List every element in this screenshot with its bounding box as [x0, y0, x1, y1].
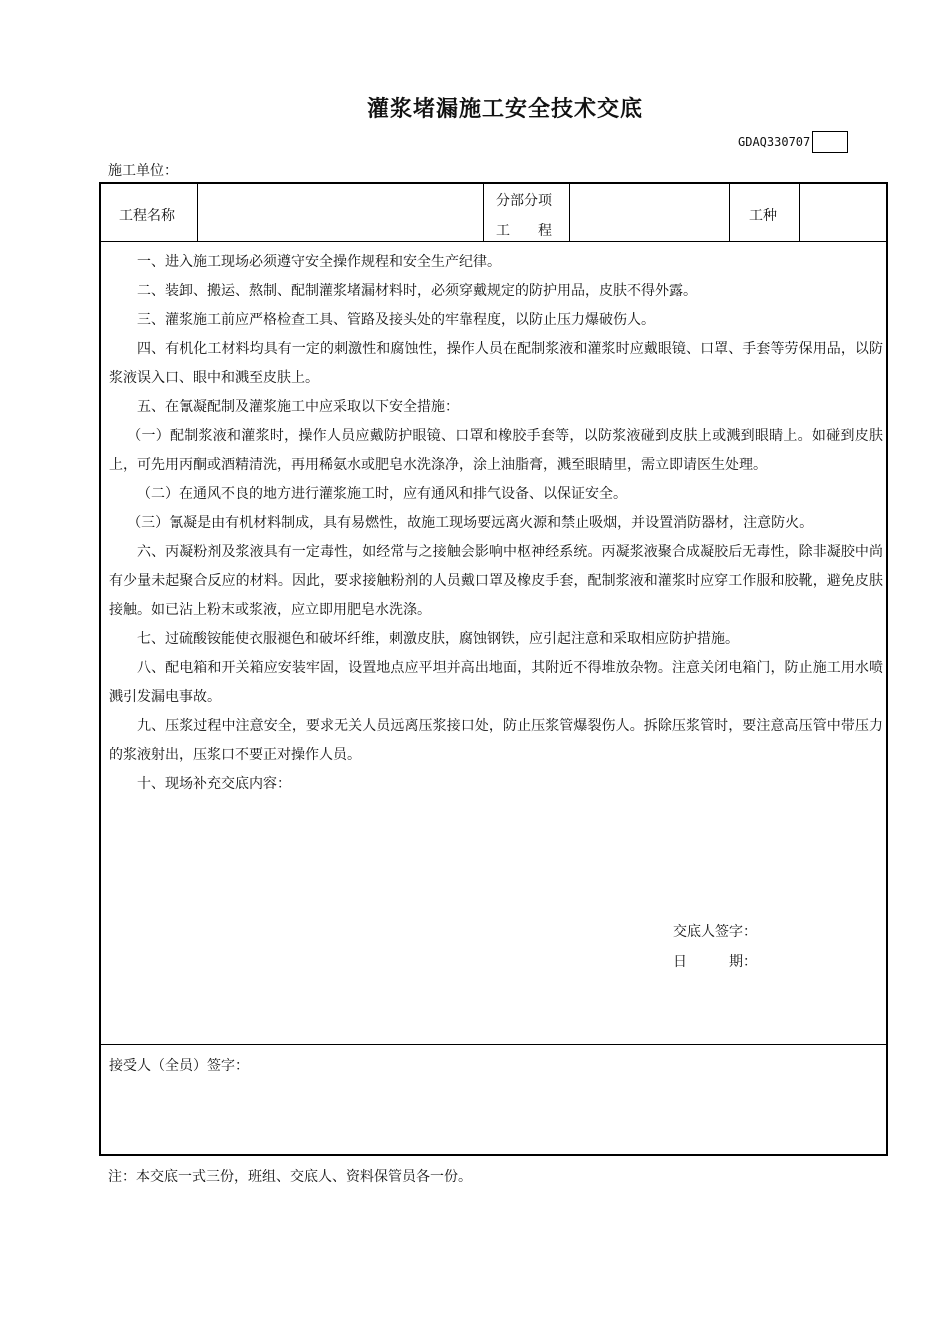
receiver-section — [101, 1044, 886, 1074]
sub-project-label-line2: 工 程 — [496, 223, 552, 239]
construction-unit-label: 施工单位： — [108, 163, 178, 179]
paragraph-6: 六、丙凝粉剂及浆液具有一定毒性，如经常与之接触会影响中枢神经系统。丙凝浆液聚合成凝胶后无毒性，除非凝胶中尚有少量未起聚合反应的材料。因此，要求接触粉剂的人员戴口罩及橡皮手套，配制浆液和灌浆时应穿工作服和胶靴，避免皮肤接触。如已沾上粉末或浆液，应立即用肥皂水洗涤。 — [109, 544, 883, 618]
form-code — [738, 131, 848, 153]
disclosure-form — [99, 182, 888, 1156]
paragraph-3: 三、灌浆施工前应严格检查工具、管路及接头处的牢靠程度，以防止压力爆破伤人。 — [137, 312, 655, 328]
divider — [569, 184, 570, 241]
paragraph-5-1: （一）配制浆液和灌浆时，操作人员应戴防护眼镜、口罩和橡胶手套等，以防浆液碰到皮肤上或溅到眼睛上。如碰到皮肤上，可先用丙酮或酒精清洗，再用稀氨水或肥皂水洗涤净，涂上油脂膏，溅至眼睛里，需立即请医生处理。 — [109, 428, 883, 473]
divider — [197, 184, 198, 241]
sub-project-label-line1: 分部分项 — [496, 193, 552, 209]
paragraph-5-2: （二）在通风不良的地方进行灌浆施工时，应有通风和排气设备、以保证安全。 — [137, 486, 627, 502]
paragraph-8: 八、配电箱和开关箱应安装牢固，设置地点应平坦并高出地面，其附近不得堆放杂物。注意关闭电箱门，防止施工用水喷溅引发漏电事故。 — [109, 660, 883, 705]
paragraph-7: 七、过硫酸铵能使衣服褪色和破坏纤维，刺激皮肤，腐蚀钢铁，应引起注意和采取相应防护措施。 — [137, 631, 739, 647]
paragraph-2: 二、装卸、搬运、熬制、配制灌浆堵漏材料时，必须穿戴规定的防护用品，皮肤不得外露。 — [137, 283, 697, 299]
paragraph-1: 一、进入施工现场必须遵守安全操作规程和安全生产纪律。 — [137, 254, 501, 270]
footnote: 注：本交底一式三份，班组、交底人、资料保管员各一份。 — [108, 1169, 472, 1185]
divider — [729, 184, 730, 241]
signer-label: 交底人签字： — [673, 924, 757, 940]
paragraph-4: 四、有机化工材料均具有一定的刺激性和腐蚀性，操作人员在配制浆液和灌浆时应戴眼镜、口罩、手套等劳保用品，以防浆液误入口、眼中和溅至皮肤上。 — [109, 341, 883, 386]
project-name-label: 工程名称 — [119, 208, 175, 224]
form-code-text: GDAQ330707 — [738, 135, 811, 149]
header-row — [101, 184, 886, 242]
form-code-box[interactable] — [812, 131, 848, 153]
date-label: 日 期： — [673, 954, 757, 970]
paragraph-5-3: （三）氰凝是由有机材料制成，具有易燃性，故施工现场要远离火源和禁止吸烟，并设置消防器材，注意防火。 — [127, 515, 814, 531]
page-title: 灌浆堵漏施工安全技术交底 — [366, 97, 643, 122]
paragraph-10: 十、现场补充交底内容： — [137, 776, 291, 792]
paragraph-5: 五、在氰凝配制及灌浆施工中应采取以下安全措施： — [137, 399, 459, 415]
divider — [799, 184, 800, 241]
disclosure-content — [109, 248, 883, 799]
paragraph-9: 九、压浆过程中注意安全，要求无关人员远离压浆接口处，防止压浆管爆裂伤人。拆除压浆管时，要注意高压管中带压力的浆液射出，压浆口不要正对操作人员。 — [109, 718, 883, 763]
divider — [483, 184, 484, 241]
receiver-label: 接受人（全员）签字： — [109, 1058, 249, 1074]
trade-label: 工种 — [749, 208, 777, 224]
